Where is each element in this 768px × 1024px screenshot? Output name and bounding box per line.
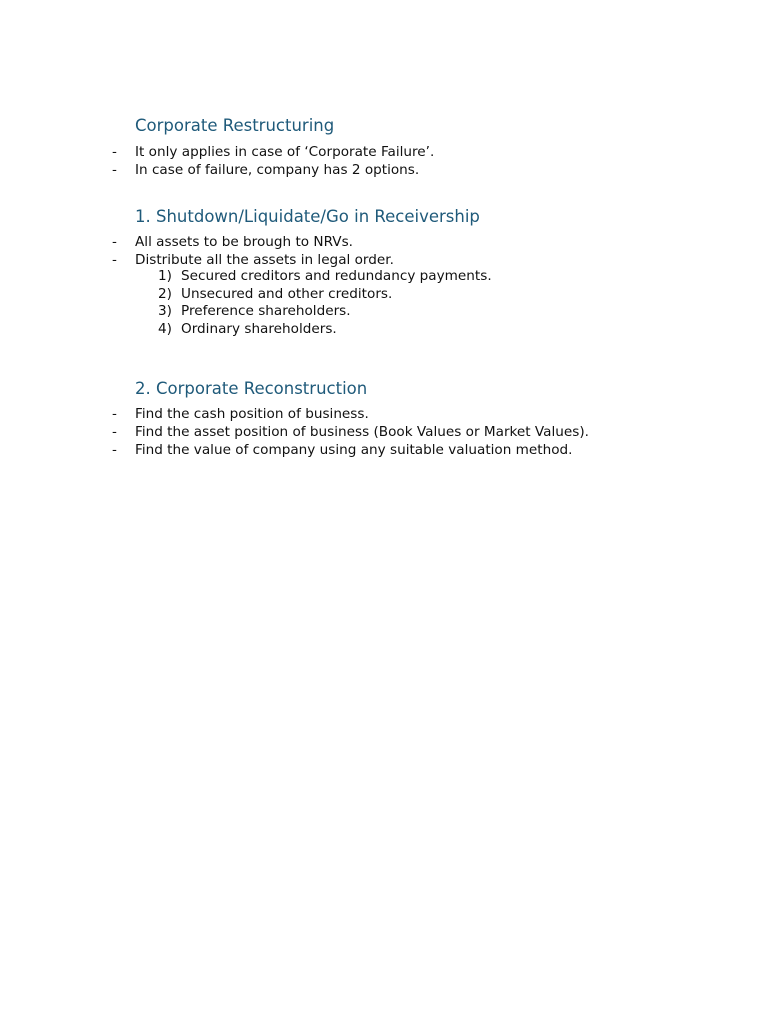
list-item-text: Distribute all the assets in legal order. <box>135 252 394 268</box>
bullet-marker: - <box>112 252 117 268</box>
list-number: 1) <box>158 268 172 284</box>
list-item-text: Find the asset position of business (Book Values or Market Values). <box>135 424 589 440</box>
bullet-marker: - <box>112 406 117 422</box>
list-item-text: It only applies in case of ‘Corporate Failure’. <box>135 144 435 160</box>
list-item-text: Find the value of company using any suitable valuation method. <box>135 442 573 458</box>
list-item-text: All assets to be brough to NRVs. <box>135 234 354 250</box>
list-item-text: Unsecured and other creditors. <box>181 285 393 302</box>
list-number: 3) <box>158 303 172 320</box>
bullet-marker: - <box>112 144 117 160</box>
list-number: 4) <box>158 321 172 338</box>
bullet-marker: - <box>112 442 117 458</box>
list-item-text: In case of failure, company has 2 options. <box>135 162 420 178</box>
section-title-corporate-restructuring: Corporate Restructuring <box>135 116 335 135</box>
list-item-text: Find the cash position of business. <box>135 406 369 422</box>
section-title-shutdown: 1. Shutdown/Liquidate/Go in Receivership <box>135 207 480 226</box>
list-number: 2) <box>158 285 172 302</box>
section-title-corporate-reconstruction: 2. Corporate Reconstruction <box>135 379 368 398</box>
list-item-text: Secured creditors and redundancy payments. <box>181 268 492 284</box>
list-item-text: Ordinary shareholders. <box>181 321 337 338</box>
list-item-text: Preference shareholders. <box>181 303 351 320</box>
bullet-marker: - <box>112 234 117 250</box>
bullet-marker: - <box>112 424 117 440</box>
bullet-marker: - <box>112 162 117 178</box>
